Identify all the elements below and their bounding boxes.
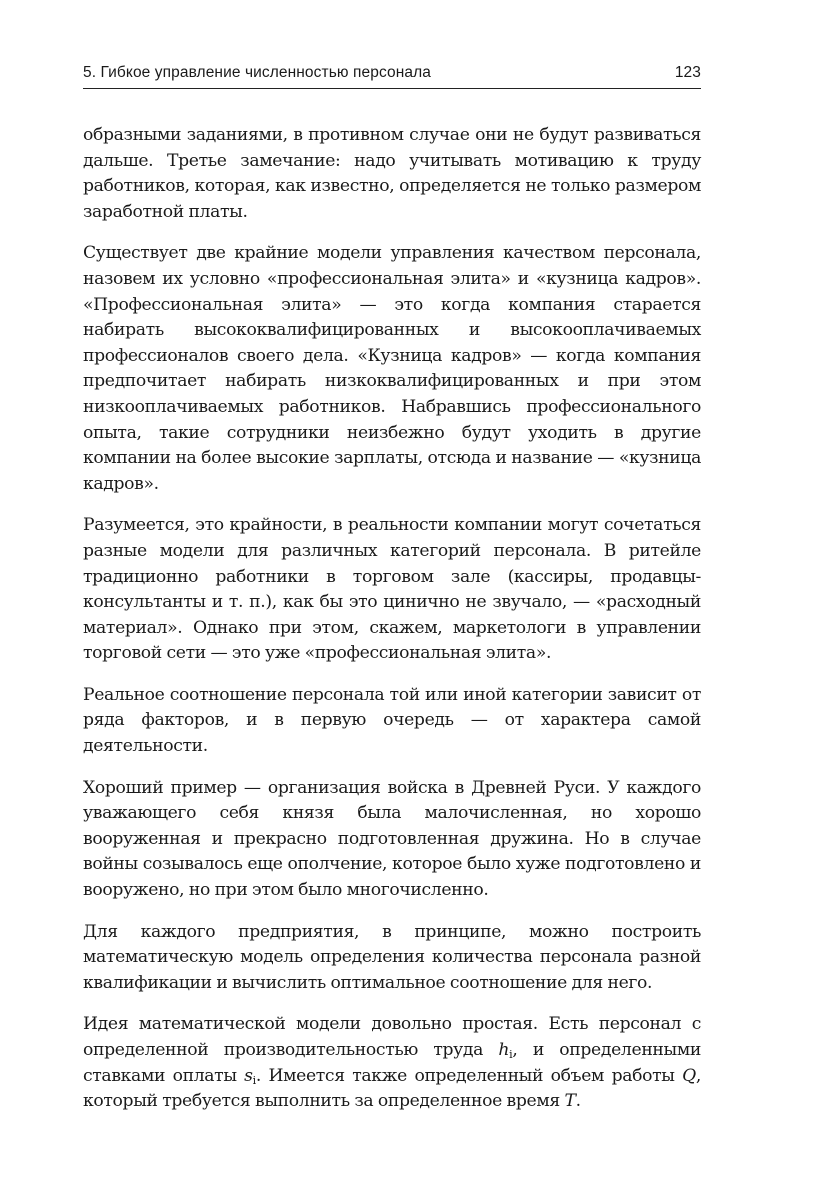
paragraph-5: Хороший пример — организация войска в Древней Руси. У каждого уважающего себя князя была малочисленная, но хорошо вооруженная и прекрасно подготовленная дружина. Но в случае войны созывалось еще ополчение, которое было хуже подготовлено и вооружено, но при этом было многочисленно. [83,777,701,901]
page-number: 123 [674,64,701,81]
paragraph-7-text-1: Идея математической модели довольно простая. Есть персонал с определенной производительностью труда [83,1014,701,1060]
paragraph-2: Существует две крайние модели управления качеством персонала, назовем их условно «профессиональная элита» и «кузница кадров». «Профессиональная элита» — это когда компания старается набирать высококвалифицированных и высокооплачиваемых профессионалов своего дела. «Кузница кадров» — когда компания предпочитает набирать низкоквалифицированных и при этом низкооплачиваемых работников. Набравшись профессионального опыта, такие сотрудники неизбежно будут уходить в другие компании на более высокие зарплаты, отсюда и название — «кузница кадров». [83,243,701,494]
paragraph-4: Реальное соотношение персонала той или иной категории зависит от ряда факторов, и в первую очередь — от характера самой деятельности. [83,684,701,757]
subscript-i: i [509,1048,513,1061]
paragraph-7 [83,1012,701,1114]
paragraph-6: Для каждого предприятия, в принципе, можно построить математическую модель определения количества персонала разной квалификации и вычислить оптимальное соотношение для него. [83,921,701,993]
body-text [83,123,701,1115]
variable-q: Q [682,1065,696,1086]
variable-s: s [244,1065,253,1086]
running-header [83,62,701,89]
paragraph-7-text-3: . Имеется также определенный объем работы [255,1065,683,1086]
chapter-title: 5. Гибкое управление численностью персонала [83,64,431,81]
paragraph-7-text-5: . [575,1091,581,1112]
variable-h: h [498,1040,510,1060]
paragraph-7-text-2: , и определенными ставками оплаты [83,1040,701,1086]
paragraph-1: образными заданиями, в противном случае они не будут развиваться дальше. Третье замечание: надо учитывать мотивацию к труду работников, которая, как известно, определяется не только размером заработной платы. [83,125,701,222]
book-page [83,62,701,1131]
subscript-i: i [252,1073,256,1087]
paragraph-7-text-4: , который требуется выполнить за определенное время [83,1065,702,1112]
paragraph-3: Разумеется, это крайности, в реальности компании могут сочетаться разные модели для различных категорий персонала. В ритейле традиционно работники в торговом зале (кассиры, продавцы-консультанты и т. п.), как бы это цинично не звучало, — «расходный материал». Однако при этом, скажем, маркетологи в управлении торговой сети — это уже «профессиональная элита». [83,515,701,664]
variable-t: T [564,1091,576,1112]
